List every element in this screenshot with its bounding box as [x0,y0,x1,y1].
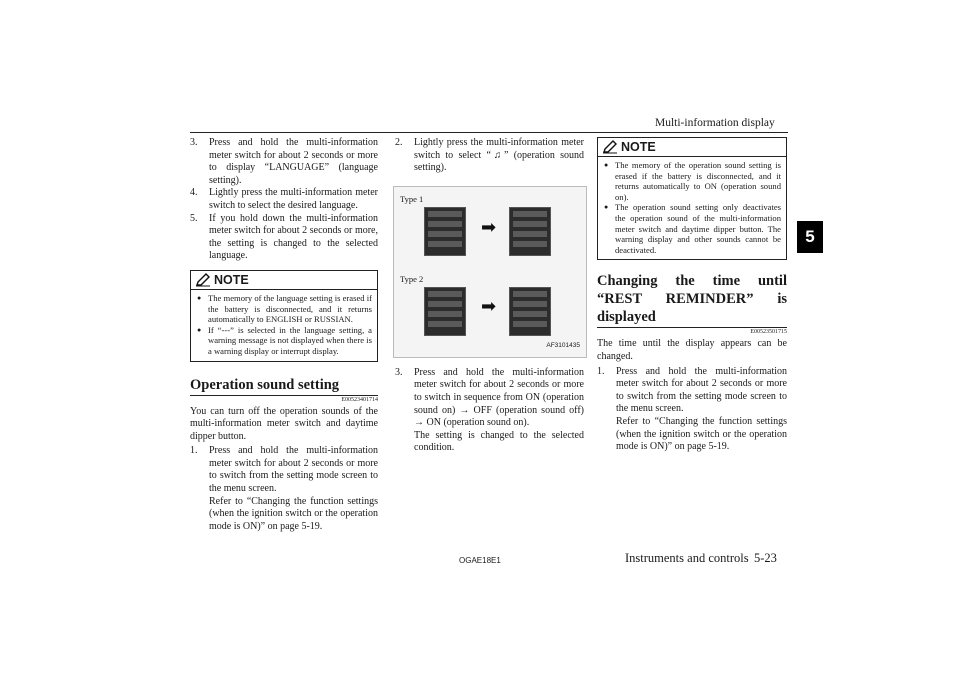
step-1: 1. Press and hold the multi-information meter switch for about 2 seconds or more to switch from the setting mode screen to the menu screen. [597,365,787,415]
page-number: 5-23 [754,551,777,565]
section-title-operation-sound: Operation sound setting [190,376,378,396]
figure-label-type1: Type 1 [400,193,424,204]
menu-screen-type2-before [424,287,466,336]
step-3: 3. Press and hold the multi-information meter switch for about 2 seconds or more to display “LANGUAGE” (language setting). [190,137,378,186]
note-bullet: ● The operation sound setting only deactivates the operation sound of the multi-information meter switch and daytime dipper button. The warning display and other sounds cannot be deactivated. [604,202,781,255]
footer-section-title: Instruments and controls [625,551,749,565]
chapter-tab: 5 [797,221,823,253]
column-1 [190,137,378,533]
note-bullet: ● The memory of the operation sound setting is erased if the battery is disconnected, and it returns automatically to ON (operation sound on). [604,160,781,202]
bullet-icon: ● [197,325,202,334]
note-label: NOTE [214,272,249,287]
note-label: NOTE [621,139,656,154]
header-rule [190,132,788,133]
step-1: 1. Press and hold the multi-information meter switch for about 2 seconds or more to switch from the setting mode screen to the menu screen. [190,445,378,495]
step-1-reference: Refer to “Changing the function settings (when the ignition switch or the operation mode is ON)” on page 5-19. [616,415,787,453]
section-title-rest-reminder: Changing the time until “REST REMINDER” is displayed [597,272,787,328]
section-code: E00523401714 [341,396,378,403]
footer-code: OGAE18E1 [459,556,501,565]
figure-code: AF3101435 [546,342,580,350]
section-intro: The time until the display appears can be changed. [597,338,787,362]
note-pencil-icon [195,273,211,287]
section-intro: You can turn off the operation sounds of the multi-information meter switch and daytime dipper button. [190,405,378,442]
figure-operation-sound-screens [393,186,587,358]
bullet-icon: ● [604,161,609,169]
section-code: E00523501715 [750,329,787,336]
note-pencil-icon [602,140,618,154]
column-2 [395,137,584,455]
note-bullet: ● The memory of the language setting is erased if the battery is disconnected, and it returns automatically to ENGLISH or RUSSIAN. [197,292,372,325]
step-1-reference: Refer to “Changing the function settings (when the ignition switch or the operation mode is ON)” on page 5-19. [209,495,378,532]
bullet-icon: ● [604,203,609,212]
step-4: 4. Lightly press the multi-information meter switch to select the desired language. [190,187,378,211]
menu-screen-type1-before [424,207,466,256]
right-arrow-icon: ➡ [481,216,497,238]
note-box-language [190,270,378,362]
step-3-sound: 3. Press and hold the multi-information meter switch for about 2 seconds or more to switch in sequence from ON (operation sound on) → OFF (operation sound off) → ON (operation sound on). [395,366,584,429]
column-3 [597,137,787,454]
note-box-operation-sound [597,137,787,260]
menu-screen-type2-after [509,287,551,336]
right-arrow-icon: ➡ [481,295,497,317]
bullet-icon: ● [197,293,202,302]
figure-label-type2: Type 2 [400,273,424,284]
step-2: 2. Lightly press the multi-information meter switch to select “♫” (operation sound setting). [395,137,584,174]
running-head: Multi-information display [655,117,775,129]
note-bullet: ● If “---” is selected in the language setting, a warning message is not displayed when there is a warning display or interrupt display. [197,324,372,356]
menu-screen-type1-after [509,207,551,256]
step-3-result: The setting is changed to the selected condition. [414,429,584,454]
step-5: 5. If you hold down the multi-information meter switch for about 2 seconds or more, the setting is changed to the selected language. [190,212,378,262]
